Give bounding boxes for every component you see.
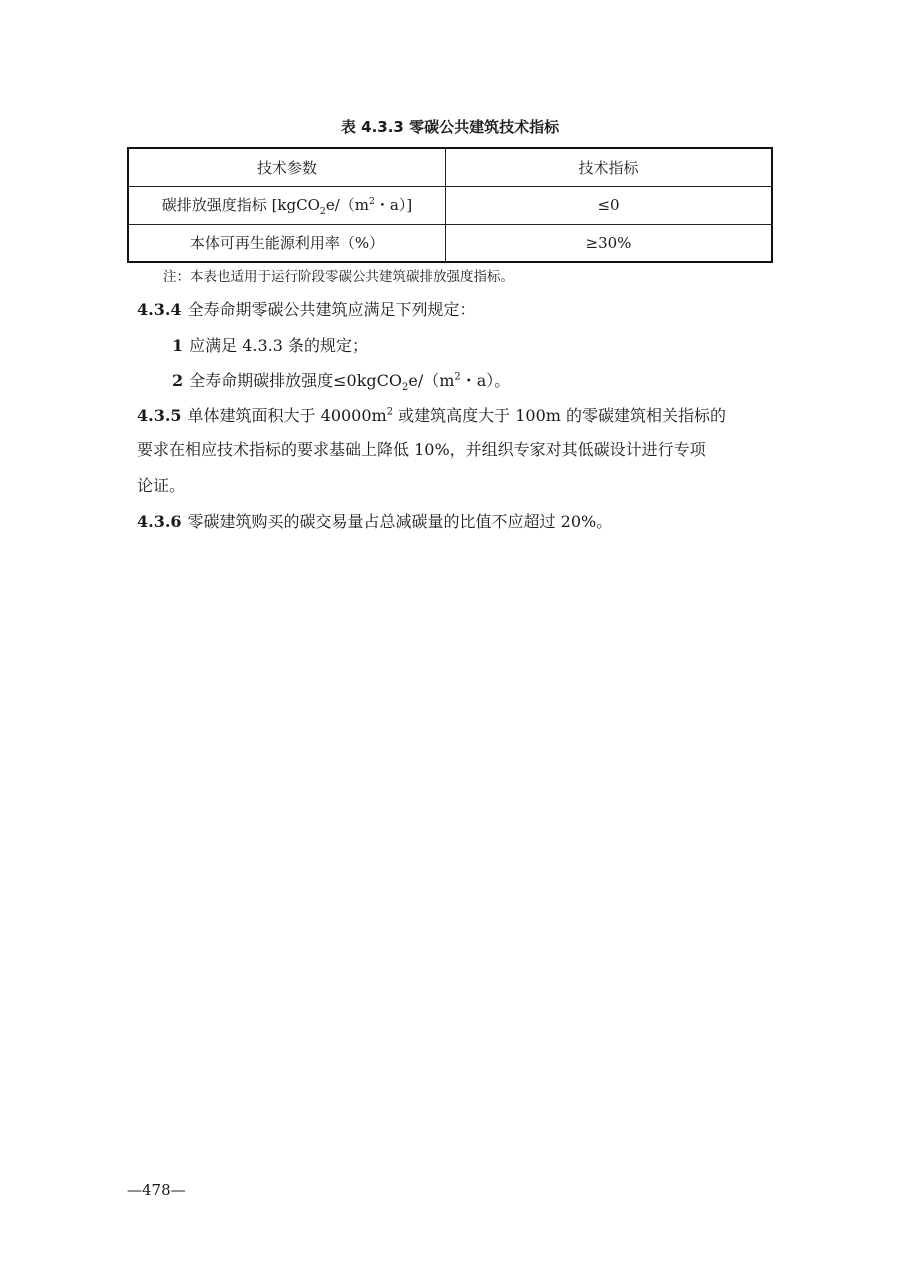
technical-indicator-table (127, 147, 773, 263)
table-header-row (128, 148, 772, 186)
table-note: 注：本表也适用于运行阶段零碳公共建筑碳排放强度指标。 (163, 269, 514, 285)
cell-value: ≥30% (446, 224, 773, 262)
header-parameter: 技术参数 (128, 148, 446, 186)
table-row (128, 186, 772, 224)
clause-4-3-5: 4.3.5 单体建筑面积大于 $40000m^2$ 或建筑高度大于 100m 的零碳建筑相关指标的 (137, 406, 727, 425)
cell-parameter: 碳排放强度指标 [$kgCO_2e/(m^2$・a）] (128, 186, 446, 224)
cell-parameter: 本体可再生能源利用率（%） (128, 224, 446, 262)
header-indicator: 技术指标 (446, 148, 773, 186)
table-row (128, 224, 772, 262)
page-number: —478— (127, 1181, 186, 1199)
table-caption: 表 4.3.3 零碳公共建筑技术指标 (340, 118, 560, 136)
clause-item-2: 2 全寿命期碳排放强度$\le 0kgCO_2e/(m^2$・a）。 (172, 371, 511, 394)
clause-item-1: 1 应满足 4.3.3 条的规定； (172, 336, 369, 355)
clause-4-3-5-line2: 要求在相应技术指标的要求基础上降低 10%，并组织专家对其低碳设计进行专项 (137, 440, 706, 459)
clause-4-3-6: 4.3.6 零碳建筑购买的碳交易量占总减碳量的比值不应超过 20%。 (137, 512, 613, 531)
cell-value: ≤0 (446, 186, 773, 224)
clause-4-3-4: 4.3.4 全寿命期零碳公共建筑应满足下列规定： (137, 300, 476, 319)
clause-4-3-5-line3: 论证。 (137, 476, 186, 495)
